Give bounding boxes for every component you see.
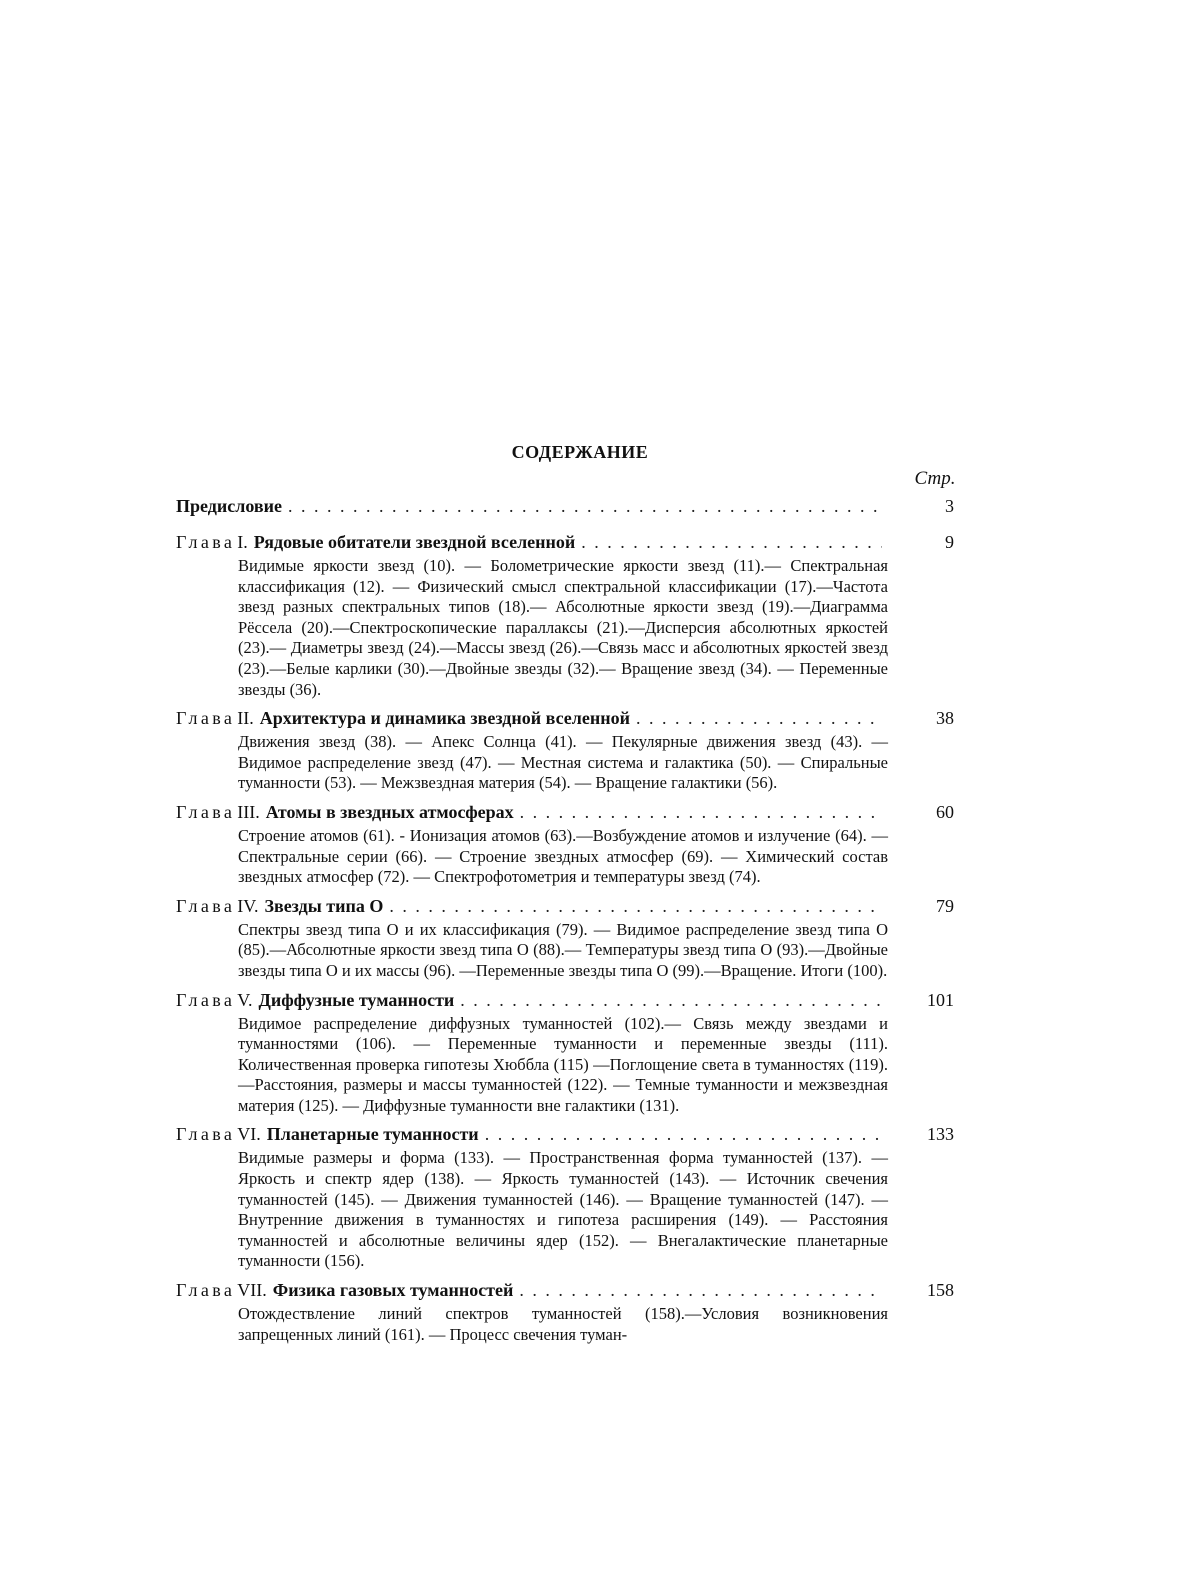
preface-page-number: 3 <box>945 496 954 516</box>
chapter-summary: Строение атомов (61). - Ионизация атомов (63).—Возбуждение атомов и излучение (64). — Спектральные серии (66). — Строение звездных атмосфер (69). — Химический состав звездных атмосфер (72). — Спектрофотометрия и температуры звезд (74). <box>238 825 888 887</box>
chapter-number: V. <box>237 989 253 1010</box>
toc-entry-chapter-4 <box>176 896 966 982</box>
dot-leader <box>581 532 882 553</box>
chapter-word: Глава <box>176 1280 236 1301</box>
toc-entry-preface <box>176 496 966 520</box>
chapter-summary: Отождествление линий спектров туманностей (158).—Условия возникновения запрещенных линий (161). — Процесс свечения туман- <box>238 1304 888 1344</box>
chapter-word: Глава <box>176 708 236 729</box>
chapter-number: IV. <box>237 895 259 916</box>
chapter-title: Атомы в звездных атмосферах <box>265 801 514 822</box>
chapter-number: VI. <box>237 1124 261 1145</box>
dot-leader <box>519 1280 882 1301</box>
chapter-page-number: 101 <box>927 989 954 1010</box>
table-of-contents <box>176 496 966 1345</box>
toc-entry-chapter-7 <box>176 1280 966 1345</box>
chapter-page-number: 158 <box>927 1280 954 1301</box>
dot-leader <box>520 802 882 823</box>
page-column-label: Стр. <box>914 468 956 489</box>
chapter-number: III. <box>237 801 260 822</box>
chapter-summary: Видимые размеры и форма (133). — Пространственная форма туманностей (137). — Яркость и спектр ядер (138). — Яркость туманностей (143). — Источник свечения туманностей (145). — Движения туманностей (146). — Вращение туманностей (147). — Внутренние движения в туманностях и гипотеза расширения (149). — Расстояния туманностей и абсолютные величины ядер (152). — Внегалактические планетарные туманности (156). <box>238 1148 888 1271</box>
chapter-word: Глава <box>176 1124 236 1145</box>
chapter-summary: Движения звезд (38). — Апекс Солнца (41). — Пекулярные движения звезд (43). — Видимое распределение звезд (47). — Местная система и галактика (50). — Спиральные туманности (53). — Межзвездная материя (54). — Вращение галактики (56). <box>238 732 888 793</box>
dot-leader <box>460 990 882 1011</box>
chapter-page-number: 9 <box>945 532 954 552</box>
chapter-title: Рядовые обитатели звездной вселенной <box>253 532 576 552</box>
toc-entry-chapter-2 <box>176 708 966 794</box>
chapter-word: Глава <box>176 801 236 822</box>
chapter-title: Звезды типа О <box>264 895 384 916</box>
chapter-number: II. <box>237 708 254 729</box>
dot-leader <box>636 708 882 729</box>
chapter-word: Глава <box>176 989 236 1010</box>
dot-leader <box>288 496 882 517</box>
toc-entry-chapter-5 <box>176 990 966 1117</box>
chapter-summary: Спектры звезд типа О и их классификация (79). — Видимое распределение звезд типа О (85).—Абсолютные яркости звезд типа О (88).— Температуры звезд типа О (93).—Двойные звезды типа О и их массы (96). —Переменные звезды типа О (99).—Вращение. Итоги (100). <box>238 919 888 980</box>
chapter-number: I. <box>237 532 248 552</box>
chapter-title: Планетарные туманности <box>266 1124 479 1145</box>
chapter-summary: Видимые яркости звезд (10). — Болометрические яркости звезд (11).— Спектральная классификация (12). — Физический смысл спектральной классификации (17).—Частота звезд разных спектральных типов (18).— Абсолютные яркости звезд (19).—Диаграмма Рёссела (20).—Спектроскопические параллаксы (21).—Дисперсия абсолютных яркостей (23).— Диаметры звезд (24).—Массы звезд (26).—Связь масс и абсолютных яркостей звезд (23).—Белые карлики (30).—Двойные звезды (32).— Вращение звезд (34). — Переменные звезды (36). <box>238 556 888 699</box>
dot-leader <box>485 1124 882 1145</box>
chapter-title: Физика газовых туманностей <box>272 1280 514 1301</box>
toc-entry-chapter-1 <box>176 532 966 700</box>
chapter-page-number: 60 <box>936 801 954 822</box>
page-title: СОДЕРЖАНИЕ <box>511 442 649 462</box>
chapter-summary: Видимое распределение диффузных туманностей (102).— Связь между звездами и туманностями (106). — Переменные туманности и переменные звезды (111). Количественная проверка гипотезы Хюббла (115) —Поглощение света в туманностях (119).—Расстояния, размеры и массы туманностей (122). — Темные туманности и межзвездная материя (125). — Диффузные туманности вне галактики (131). <box>238 1013 888 1115</box>
dot-leader <box>389 896 882 917</box>
preface-title: Предисловие <box>176 496 282 516</box>
chapter-page-number: 38 <box>936 708 954 729</box>
chapter-word: Глава <box>176 895 236 916</box>
chapter-page-number: 79 <box>936 895 954 916</box>
chapter-page-number: 133 <box>927 1124 954 1145</box>
chapter-word: Глава <box>176 532 236 552</box>
toc-entry-chapter-6 <box>176 1124 966 1272</box>
toc-entry-chapter-3 <box>176 802 966 888</box>
chapter-title: Архитектура и динамика звездной вселенной <box>259 708 630 729</box>
chapter-number: VII. <box>237 1280 267 1301</box>
chapter-title: Диффузные туманности <box>258 989 455 1010</box>
